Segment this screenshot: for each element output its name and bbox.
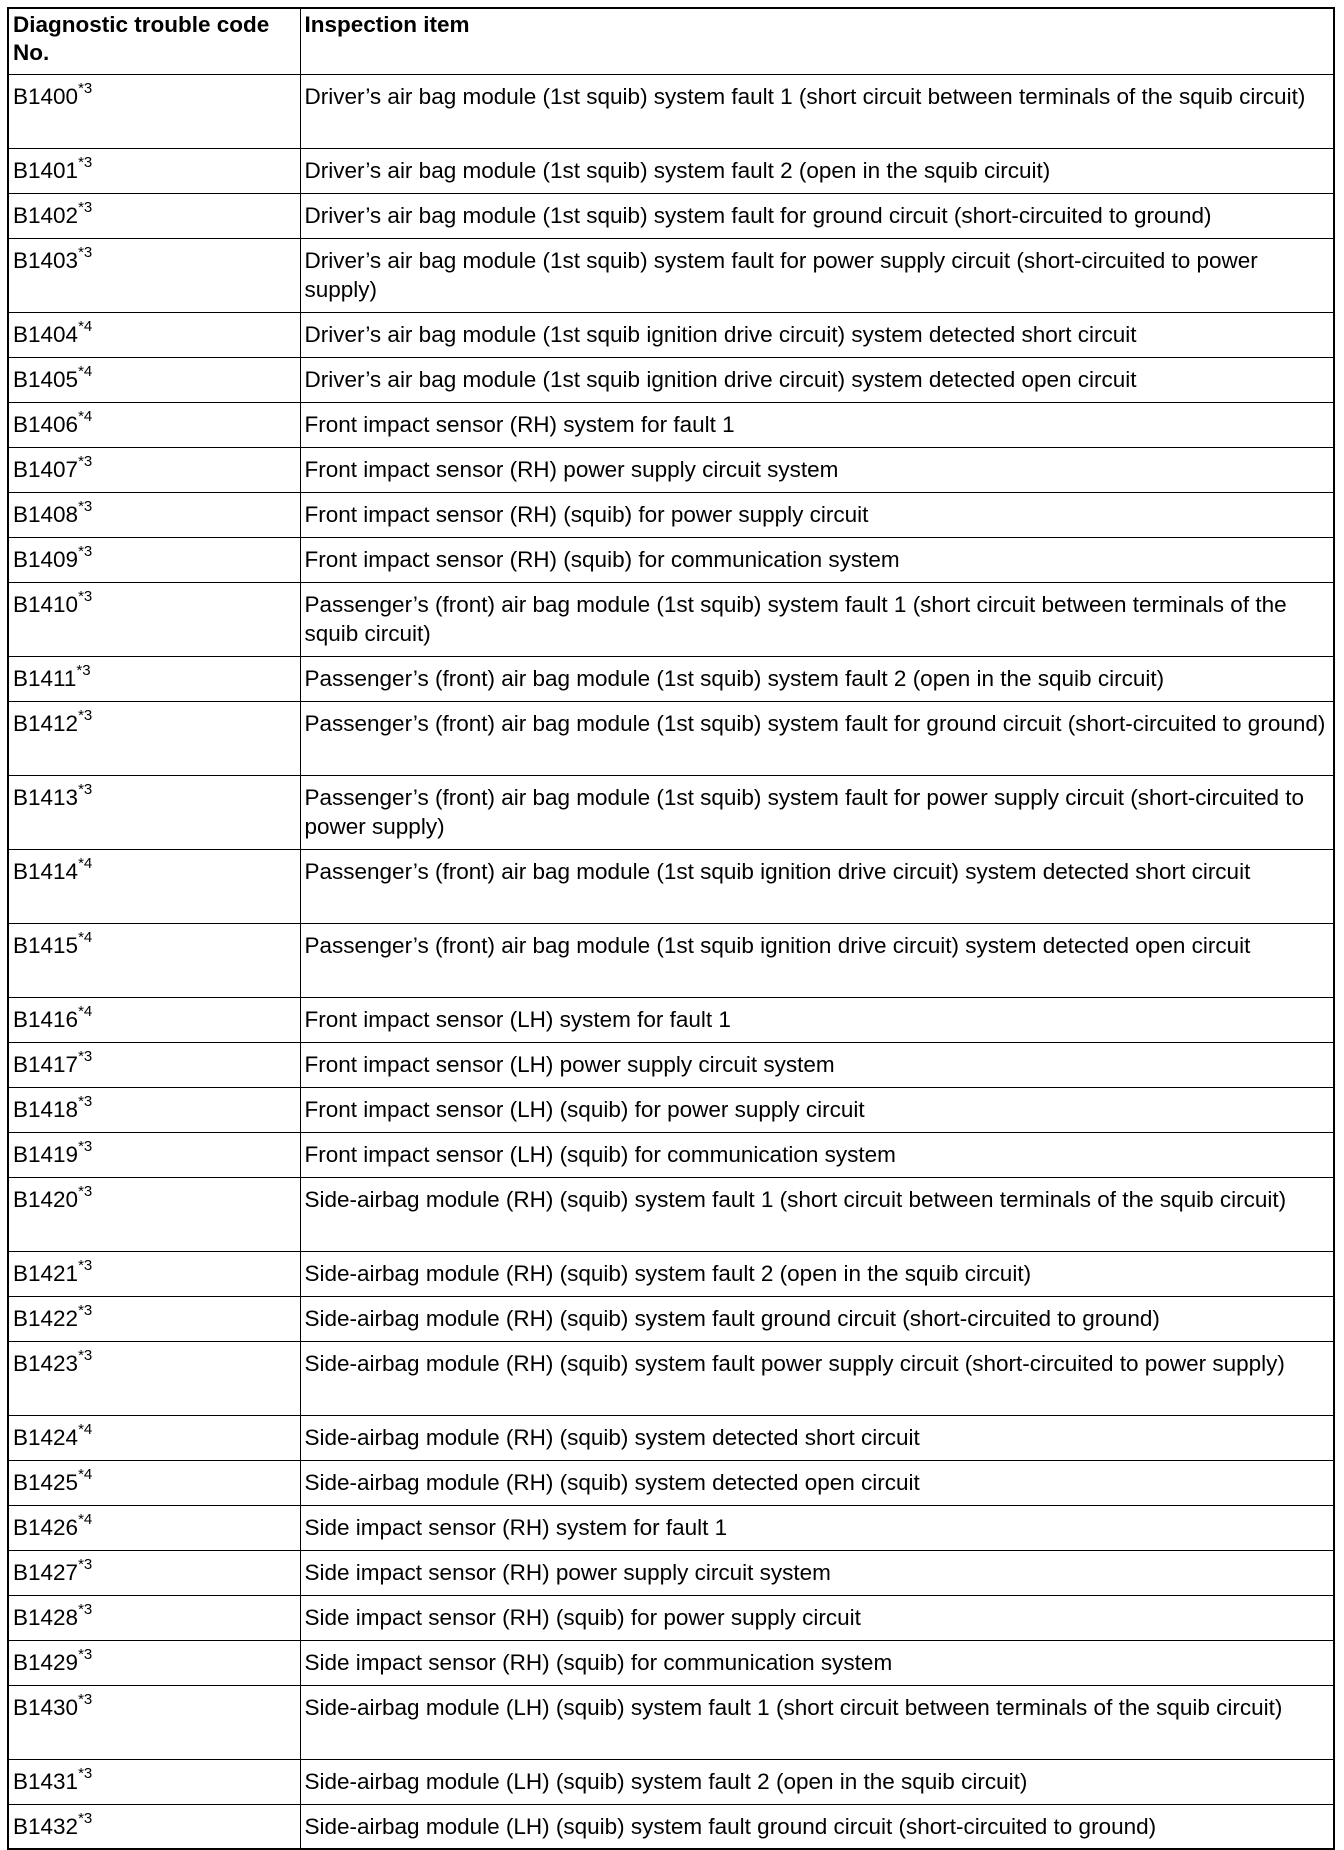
dtc-code: B1417 [13, 1051, 79, 1077]
dtc-code-cell [8, 1251, 300, 1296]
dtc-code-cell [8, 1460, 300, 1505]
dtc-footnote-mark: *3 [78, 781, 93, 798]
dtc-code: B1407 [13, 456, 79, 482]
dtc-code-cell [8, 537, 300, 582]
inspection-item-cell: Front impact sensor (RH) (squib) for communication system [300, 537, 1334, 582]
inspection-item-cell: Passenger’s (front) air bag module (1st squib) system fault 2 (open in the squib circuit) [300, 656, 1334, 701]
dtc-code: B1410 [13, 591, 79, 617]
dtc-footnote-mark: *3 [78, 543, 93, 560]
table-row [8, 582, 1334, 656]
inspection-item-cell: Side impact sensor (RH) system for fault 1 [300, 1505, 1334, 1550]
dtc-code: B1413 [13, 784, 79, 810]
dtc-code: B1415 [13, 932, 79, 958]
table-row [8, 1505, 1334, 1550]
dtc-footnote-mark: *4 [78, 929, 93, 946]
table-row [8, 148, 1334, 193]
inspection-item-cell: Side-airbag module (RH) (squib) system fault 2 (open in the squib circuit) [300, 1251, 1334, 1296]
dtc-code-cell [8, 1505, 300, 1550]
table-header-row [8, 8, 1334, 74]
header-item: Inspection item [300, 8, 1334, 74]
table-row [8, 1177, 1334, 1251]
dtc-footnote-mark: *3 [78, 199, 93, 216]
dtc-footnote-mark: *3 [78, 1601, 93, 1618]
dtc-footnote-mark: *4 [78, 1466, 93, 1483]
dtc-code: B1431 [13, 1768, 79, 1794]
inspection-item-cell: Passenger’s (front) air bag module (1st squib) system fault for ground circuit (short-circuited to ground) [300, 701, 1334, 775]
dtc-code-cell [8, 148, 300, 193]
table-row [8, 402, 1334, 447]
dtc-code: B1411 [13, 665, 77, 691]
dtc-code-cell [8, 849, 300, 923]
dtc-code-cell [8, 1595, 300, 1640]
dtc-code: B1414 [13, 858, 79, 884]
table-row [8, 1132, 1334, 1177]
inspection-item-cell: Front impact sensor (LH) power supply circuit system [300, 1042, 1334, 1087]
dtc-code: B1418 [13, 1096, 79, 1122]
inspection-item-cell: Side-airbag module (RH) (squib) system detected short circuit [300, 1415, 1334, 1460]
table-row [8, 1341, 1334, 1415]
inspection-item-cell: Front impact sensor (LH) (squib) for power supply circuit [300, 1087, 1334, 1132]
table-row [8, 775, 1334, 849]
dtc-footnote-mark: *3 [78, 1138, 93, 1155]
dtc-code-cell [8, 1759, 300, 1804]
inspection-item-cell: Passenger’s (front) air bag module (1st squib ignition drive circuit) system detected short circuit [300, 849, 1334, 923]
dtc-code: B1404 [13, 321, 79, 347]
table-row [8, 193, 1334, 238]
inspection-item-cell: Side impact sensor (RH) power supply circuit system [300, 1550, 1334, 1595]
dtc-footnote-mark: *4 [78, 1511, 93, 1528]
inspection-item-cell: Side-airbag module (LH) (squib) system fault ground circuit (short-circuited to ground) [300, 1804, 1334, 1849]
inspection-item-cell: Front impact sensor (RH) power supply circuit system [300, 447, 1334, 492]
dtc-footnote-mark: *4 [78, 855, 93, 872]
dtc-footnote-mark: *3 [78, 1691, 93, 1708]
dtc-code-cell [8, 582, 300, 656]
dtc-code-cell [8, 1550, 300, 1595]
dtc-code: B1408 [13, 501, 79, 527]
dtc-code-cell [8, 1640, 300, 1685]
dtc-code-cell [8, 238, 300, 312]
inspection-item-cell: Driver’s air bag module (1st squib) system fault 1 (short circuit between terminals of the squib circuit) [300, 74, 1334, 148]
table-row [8, 1804, 1334, 1849]
table-row [8, 656, 1334, 701]
dtc-code: B1420 [13, 1186, 79, 1212]
dtc-code-cell [8, 447, 300, 492]
dtc-code-cell [8, 1804, 300, 1849]
dtc-code: B1401 [13, 157, 79, 183]
inspection-item-cell: Front impact sensor (RH) (squib) for power supply circuit [300, 492, 1334, 537]
inspection-item-cell: Driver’s air bag module (1st squib) system fault for ground circuit (short-circuited to ground) [300, 193, 1334, 238]
inspection-item-cell: Side-airbag module (LH) (squib) system fault 1 (short circuit between terminals of the squib circuit) [300, 1685, 1334, 1759]
inspection-item-cell: Front impact sensor (LH) system for fault 1 [300, 997, 1334, 1042]
dtc-footnote-mark: *4 [78, 1421, 93, 1438]
inspection-item-cell: Driver’s air bag module (1st squib) system fault 2 (open in the squib circuit) [300, 148, 1334, 193]
dtc-code: B1426 [13, 1514, 79, 1540]
table-row [8, 357, 1334, 402]
dtc-code-cell [8, 74, 300, 148]
table-row [8, 1595, 1334, 1640]
inspection-item-cell: Passenger’s (front) air bag module (1st squib) system fault for power supply circuit (short-circuited to power supply) [300, 775, 1334, 849]
dtc-footnote-mark: *4 [78, 318, 93, 335]
dtc-code: B1412 [13, 710, 79, 736]
table-row [8, 312, 1334, 357]
dtc-footnote-mark: *3 [78, 1347, 93, 1364]
dtc-code: B1405 [13, 366, 79, 392]
dtc-footnote-mark: *3 [78, 244, 93, 261]
dtc-code: B1429 [13, 1649, 79, 1675]
inspection-item-cell: Driver’s air bag module (1st squib ignition drive circuit) system detected short circuit [300, 312, 1334, 357]
dtc-code: B1422 [13, 1305, 79, 1331]
dtc-footnote-mark: *3 [78, 1556, 93, 1573]
dtc-code: B1402 [13, 202, 79, 228]
dtc-footnote-mark: *3 [78, 1765, 93, 1782]
table-row [8, 701, 1334, 775]
table-row [8, 74, 1334, 148]
table-row [8, 1042, 1334, 1087]
inspection-item-cell: Side impact sensor (RH) (squib) for power supply circuit [300, 1595, 1334, 1640]
table-row [8, 1251, 1334, 1296]
dtc-code-cell [8, 402, 300, 447]
dtc-code: B1428 [13, 1604, 79, 1630]
dtc-code: B1406 [13, 411, 79, 437]
dtc-footnote-mark: *3 [78, 1302, 93, 1319]
inspection-item-cell: Side-airbag module (RH) (squib) system fault 1 (short circuit between terminals of the squib circuit) [300, 1177, 1334, 1251]
dtc-code-cell [8, 656, 300, 701]
table-row [8, 1685, 1334, 1759]
inspection-item-cell: Driver’s air bag module (1st squib ignition drive circuit) system detected open circuit [300, 357, 1334, 402]
dtc-code-cell [8, 1415, 300, 1460]
table-row [8, 1759, 1334, 1804]
dtc-code: B1427 [13, 1559, 79, 1585]
dtc-footnote-mark: *3 [76, 662, 91, 679]
dtc-code-cell [8, 923, 300, 997]
dtc-code: B1432 [13, 1813, 79, 1839]
table-row [8, 1640, 1334, 1685]
dtc-footnote-mark: *3 [78, 1048, 93, 1065]
dtc-footnote-mark: *3 [78, 154, 93, 171]
dtc-code-cell [8, 312, 300, 357]
inspection-item-cell: Side-airbag module (LH) (squib) system fault 2 (open in the squib circuit) [300, 1759, 1334, 1804]
dtc-footnote-mark: *4 [78, 1003, 93, 1020]
inspection-item-cell: Front impact sensor (RH) system for fault 1 [300, 402, 1334, 447]
dtc-code: B1423 [13, 1350, 79, 1376]
dtc-footnote-mark: *3 [78, 1257, 93, 1274]
dtc-code-cell [8, 1177, 300, 1251]
dtc-code: B1400 [13, 83, 79, 109]
dtc-code: B1421 [13, 1260, 79, 1286]
table-row [8, 849, 1334, 923]
inspection-item-cell: Passenger’s (front) air bag module (1st squib ignition drive circuit) system detected open circuit [300, 923, 1334, 997]
dtc-footnote-mark: *3 [78, 1646, 93, 1663]
inspection-item-cell: Side-airbag module (RH) (squib) system detected open circuit [300, 1460, 1334, 1505]
inspection-item-cell: Passenger’s (front) air bag module (1st squib) system fault 1 (short circuit between terminals of the squib circuit) [300, 582, 1334, 656]
dtc-code: B1425 [13, 1469, 79, 1495]
dtc-code: B1419 [13, 1141, 79, 1167]
dtc-code-cell [8, 193, 300, 238]
table-row [8, 492, 1334, 537]
dtc-code-cell [8, 492, 300, 537]
dtc-code: B1409 [13, 546, 79, 572]
dtc-code-cell [8, 1685, 300, 1759]
inspection-item-cell: Driver’s air bag module (1st squib) system fault for power supply circuit (short-circuited to power supply) [300, 238, 1334, 312]
dtc-footnote-mark: *3 [78, 453, 93, 470]
table-row [8, 447, 1334, 492]
inspection-item-cell: Side-airbag module (RH) (squib) system fault power supply circuit (short-circuited to power supply) [300, 1341, 1334, 1415]
dtc-code-cell [8, 1341, 300, 1415]
dtc-footnote-mark: *3 [78, 1810, 93, 1827]
table-body [8, 74, 1334, 1849]
table-row [8, 238, 1334, 312]
table-row [8, 537, 1334, 582]
dtc-footnote-mark: *3 [78, 498, 93, 515]
dtc-code: B1424 [13, 1424, 79, 1450]
dtc-footnote-mark: *3 [78, 707, 93, 724]
inspection-item-cell: Side-airbag module (RH) (squib) system fault ground circuit (short-circuited to ground) [300, 1296, 1334, 1341]
dtc-code-cell [8, 997, 300, 1042]
dtc-code-cell [8, 775, 300, 849]
dtc-code-cell [8, 701, 300, 775]
table-row [8, 1415, 1334, 1460]
dtc-code-cell [8, 1296, 300, 1341]
dtc-footnote-mark: *4 [78, 408, 93, 425]
header-code: Diagnostic trouble code No. [8, 8, 300, 74]
inspection-item-cell: Front impact sensor (LH) (squib) for communication system [300, 1132, 1334, 1177]
table-row [8, 997, 1334, 1042]
table-row [8, 923, 1334, 997]
dtc-code-cell [8, 1087, 300, 1132]
table-row [8, 1460, 1334, 1505]
dtc-footnote-mark: *3 [78, 80, 93, 97]
dtc-code: B1403 [13, 247, 79, 273]
dtc-footnote-mark: *3 [78, 1183, 93, 1200]
dtc-footnote-mark: *3 [78, 588, 93, 605]
dtc-table [7, 7, 1335, 1850]
table-row [8, 1296, 1334, 1341]
dtc-code-cell [8, 1042, 300, 1087]
table-row [8, 1550, 1334, 1595]
table-row [8, 1087, 1334, 1132]
dtc-footnote-mark: *3 [78, 1093, 93, 1110]
dtc-code: B1416 [13, 1006, 79, 1032]
dtc-footnote-mark: *4 [78, 363, 93, 380]
dtc-code-cell [8, 357, 300, 402]
dtc-code-cell [8, 1132, 300, 1177]
inspection-item-cell: Side impact sensor (RH) (squib) for communication system [300, 1640, 1334, 1685]
dtc-code: B1430 [13, 1694, 79, 1720]
